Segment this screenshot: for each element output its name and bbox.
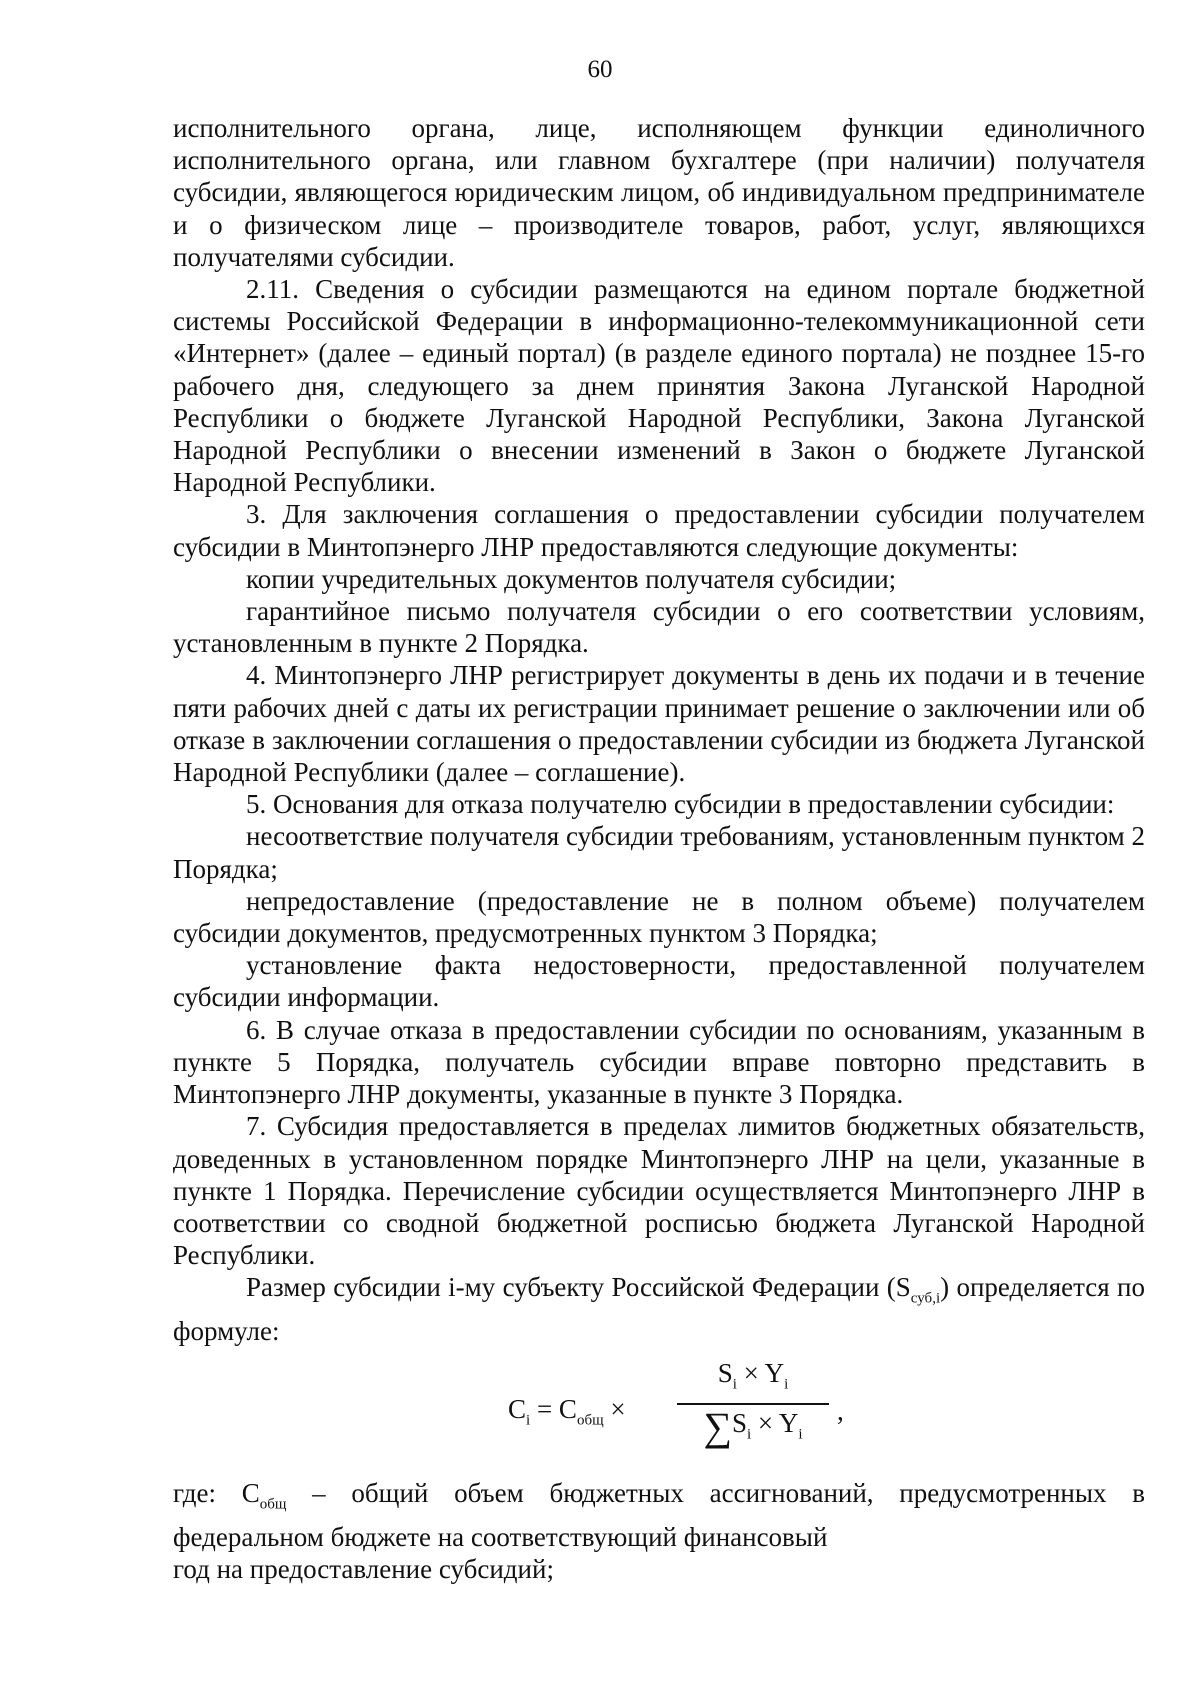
where-prefix: где: C (173, 1478, 260, 1509)
formula-lhs-subscript: i (526, 1412, 531, 1429)
formula-intro-suffix: ) определяется по формуле: (173, 1272, 1145, 1346)
paragraph: 7. Субсидия предоставляется в пределах лимитов бюджетных обязательств, доведенных в установленном порядке Минтопэнерго ЛНР на цели, указанные в пункте 1 Порядка. Перечисление субсидии осуществляется Минтопэнерго ЛНР в соответствии со сводной бюджетной росписью бюджета Луганской Народной Республики. (173, 1111, 1145, 1271)
formula-total-subscript: общ (576, 1412, 604, 1429)
where-paragraph-continuation: год на предоставление субсидий; (173, 1553, 554, 1584)
sum-sigma-icon: ∑ (703, 1403, 732, 1449)
numerator-times: × (736, 1358, 765, 1389)
formula-intro-prefix: Размер субсидии i-му субъекту Российской Федерации (S (246, 1272, 911, 1303)
where-subscript: общ (259, 1496, 287, 1513)
page-number: 60 (587, 56, 613, 83)
formula-numerator (673, 1357, 833, 1403)
paragraph: исполнительного органа, лице, исполняющем функции единоличного исполнительного органа, или главном бухгалтере (при наличии) получателя субсидии, являющегося юридическим лицом, об индивидуальном предпринимателе и о физическом лице – производителе товаров, работ, услуг, являющихся получателями субсидии. (173, 113, 1145, 272)
paragraph: гарантийное письмо получателя субсидии о его соответствии условиям, установленным в пункте 2 Порядка. (173, 596, 1145, 659)
where-description: – общий объем бюджетных ассигнований, предусмотренных в федеральном бюджете на соответствующий финансовый (173, 1478, 1145, 1552)
where-paragraph (173, 1477, 1145, 1553)
paragraph: установление факта недостоверности, предоставленной получателем субсидии информации. (173, 950, 1145, 1013)
formula-left-side (508, 1393, 626, 1437)
numerator-s-subscript: i (732, 1376, 737, 1393)
subsidy-formula (173, 1357, 1145, 1477)
paragraph: 3. Для заключения соглашения о предоставлении субсидии получателем субсидии в Минтопэнерго ЛНР предоставляются следующие документы: (173, 499, 1145, 562)
paragraph: 4. Минтопэнерго ЛНР регистрирует документы в день их подачи и в течение пяти рабочих дней с даты их регистрации принимает решение о заключении или об отказе в заключении соглашения о предоставлении субсидии из бюджета Луганской Народной Республики (далее – соглашение). (173, 660, 1145, 788)
paragraph: 5. Основания для отказа получателю субсидии в предоставлении субсидии: (246, 789, 1115, 820)
formula-equals: = C (530, 1394, 577, 1425)
formula-lhs: C (508, 1394, 527, 1425)
paragraph: 2.11. Сведения о субсидии размещаются на едином портале бюджетной системы Российской Федерации в информационно-телекоммуникационной сети «Интернет» (далее – единый портал) (в разделе единого портала) не позднее 15-го рабочего дня, следующего за днем принятия Закона Луганской Народной Республики о бюджете Луганской Народной Республики, Закона Луганской Народной Республики о внесении изменений в Закон о бюджете Луганской Народной Республики. (173, 274, 1145, 498)
denominator-s-subscript: i (746, 1426, 752, 1443)
formula-times: × (603, 1394, 626, 1425)
formula-fraction (673, 1357, 833, 1450)
document-body (173, 112, 1145, 1585)
formula-intro-subscript: суб,i (910, 1290, 941, 1307)
formula-comma: , (837, 1396, 844, 1427)
numerator-s: S (717, 1358, 733, 1389)
paragraph: 6. В случае отказа в предоставлении субсидии по основаниям, указанным в пункте 5 Порядка, получатель субсидии вправе повторно представить в Минтопэнерго ЛНР документы, указанные в пункте 3 Порядка. (173, 1014, 1145, 1110)
denominator-s: S (731, 1407, 747, 1438)
numerator-y: Y (764, 1358, 785, 1389)
denominator-times: × (751, 1407, 779, 1438)
paragraph: несоответствие получателя субсидии требованиям, установленным пунктом 2 Порядка; (173, 821, 1145, 884)
paragraph: копии учредительных документов получателя субсидии; (246, 563, 897, 594)
paragraph: непредоставление (предоставление не в полном объеме) получателем субсидии документов, предусмотренных пунктом 3 Порядка; (173, 885, 1145, 949)
formula-denominator (673, 1405, 833, 1451)
denominator-y: Y (778, 1407, 799, 1438)
numerator-y-subscript: i (784, 1376, 789, 1393)
formula-intro-paragraph (173, 1271, 1145, 1347)
denominator-y-subscript: i (798, 1426, 803, 1443)
